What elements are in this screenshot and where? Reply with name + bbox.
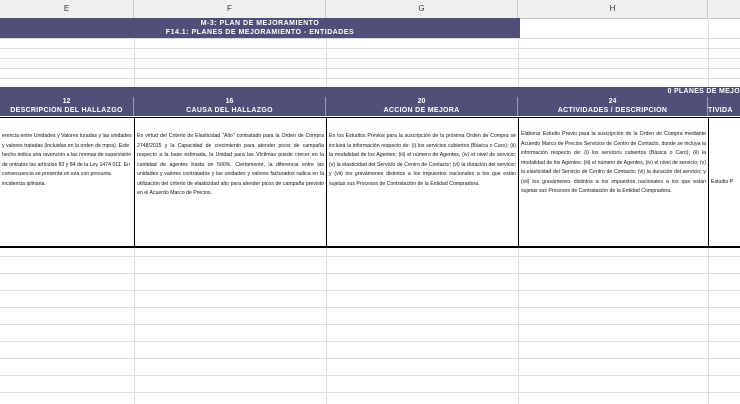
column-header-next[interactable] [708,0,740,18]
column-header-e[interactable]: E [0,0,134,18]
column-number-12[interactable]: 12 [0,97,134,106]
cell-descripcion-hallazgo[interactable]: erencia entre Unidades y Valores turadas y las unidades y valores tratadas (incluidas en la orden de mpra). Este hecho indica una ravención a las normas de supervisión de ontratos las artículos 83 y 84 de la Ley 1474 011. En consecuencia se presenta un eza con presunta incidencia iplinaria. [2,133,132,187]
column-number-20[interactable]: 20 [326,97,518,106]
column-number-row [0,97,740,106]
section-banner[interactable] [0,87,740,97]
column-number-24[interactable]: 24 [518,97,708,106]
section-banner-label: 0 PLANES DE MEJO [667,88,740,95]
header-causa-hallazgo[interactable]: CAUSA DEL HALLAZGO [134,106,326,116]
grid-hline [0,78,740,79]
grid-hline [0,307,740,308]
header-descripcion-hallazgo[interactable]: DESCRIPCIÓN DEL HALLAZGO [0,106,134,116]
sheet-title-block[interactable] [0,18,520,38]
sheet-subtitle: F14.1: PLANES DE MEJORAMIENTO - ENTIDADES [165,29,355,36]
column-number-16[interactable]: 16 [134,97,326,106]
sheet-title: M-3: PLAN DE MEJORAMIENTO [200,20,320,27]
grid-hline [0,341,740,342]
column-title-row [0,106,740,116]
grid-hline [0,38,740,39]
grid-hline [0,256,740,257]
grid-hline [0,48,740,49]
cell-actividades-next[interactable]: Estudio P [708,118,740,246]
grid-hline [0,58,740,59]
cell-accion-mejora[interactable]: En los Estudios Previos para la suscripción de la próxima Orden de Compra se incluirá la información respecto de: (i) los servicios cubiertos (Básica o Caro); (ii) la modalidad de los Agentes; (iii) el número de Agentes, (iv) el nivel de servicio; (v) la elasticidad del Servicio de Centro de Contacto; (vi) la duración del servicio; y (vii) los gravámenes distintos a los impuestos nacionales a los que están sujetas sus Procesos de Contratación de la Entidad Compradora. [326,118,518,246]
column-header-h[interactable]: H [518,0,708,18]
column-header-g[interactable]: G [326,0,518,18]
cell-causa-hallazgo[interactable]: En virtud del Criterio de Elasticidad "Alto" contratado para la Orden de Compra 2748/2015 y la Capacidad de crecimiento para atender picos de campaña respecto a la base estimada, la Unidad para las Víctimas puede crecer en la cantidad de agentes hasta un 500%. Ciertamente, la diferencia entre las unidades y valores contratados y las unidades y valores facturados radica en la utilización del criterio de elasticidad alto para atender picos de campaña previsto en el Acuerdo Marco de Precios. [134,118,326,246]
grid-hline [0,68,740,69]
table-row [0,117,740,248]
grid-hline [0,324,740,325]
column-header-bar [0,0,740,19]
column-header-f[interactable]: F [134,0,326,18]
grid-hline [0,358,740,359]
grid-hline [0,392,740,393]
grid-hline [0,273,740,274]
header-accion-mejora[interactable]: ACCIÓN DE MEJORA [326,106,518,116]
cell-actividades-descripcion[interactable]: Elaborar Estudio Previo para la suscripción de la Orden de Compra mediante Acuerdo Marco de Precios Servicios de Centro de Contacto, donde se incluya la información respecto de: (i) los servicios cubiertos (Básica o Caro); (ii) la modalidad de los Agentes; (iii) el número de Agentes, (iv) el nivel de servicio; (v) la elasticidad del Servicio de Centro de Contacto; (vi) la duración del servicio; y (vii) los gravámenes distintos a los impuestos nacionales a los que están sujetas sus Procesos de Contratación de la Entidad Compradora. [518,118,708,246]
grid-hline [0,290,740,291]
column-number-next[interactable] [708,97,740,106]
header-actividades-descripcion[interactable]: ACTIVIDADES / DESCRIPCIÓN [518,106,708,116]
grid-hline [0,375,740,376]
header-actividades-next[interactable]: TIVIDA [708,107,733,114]
